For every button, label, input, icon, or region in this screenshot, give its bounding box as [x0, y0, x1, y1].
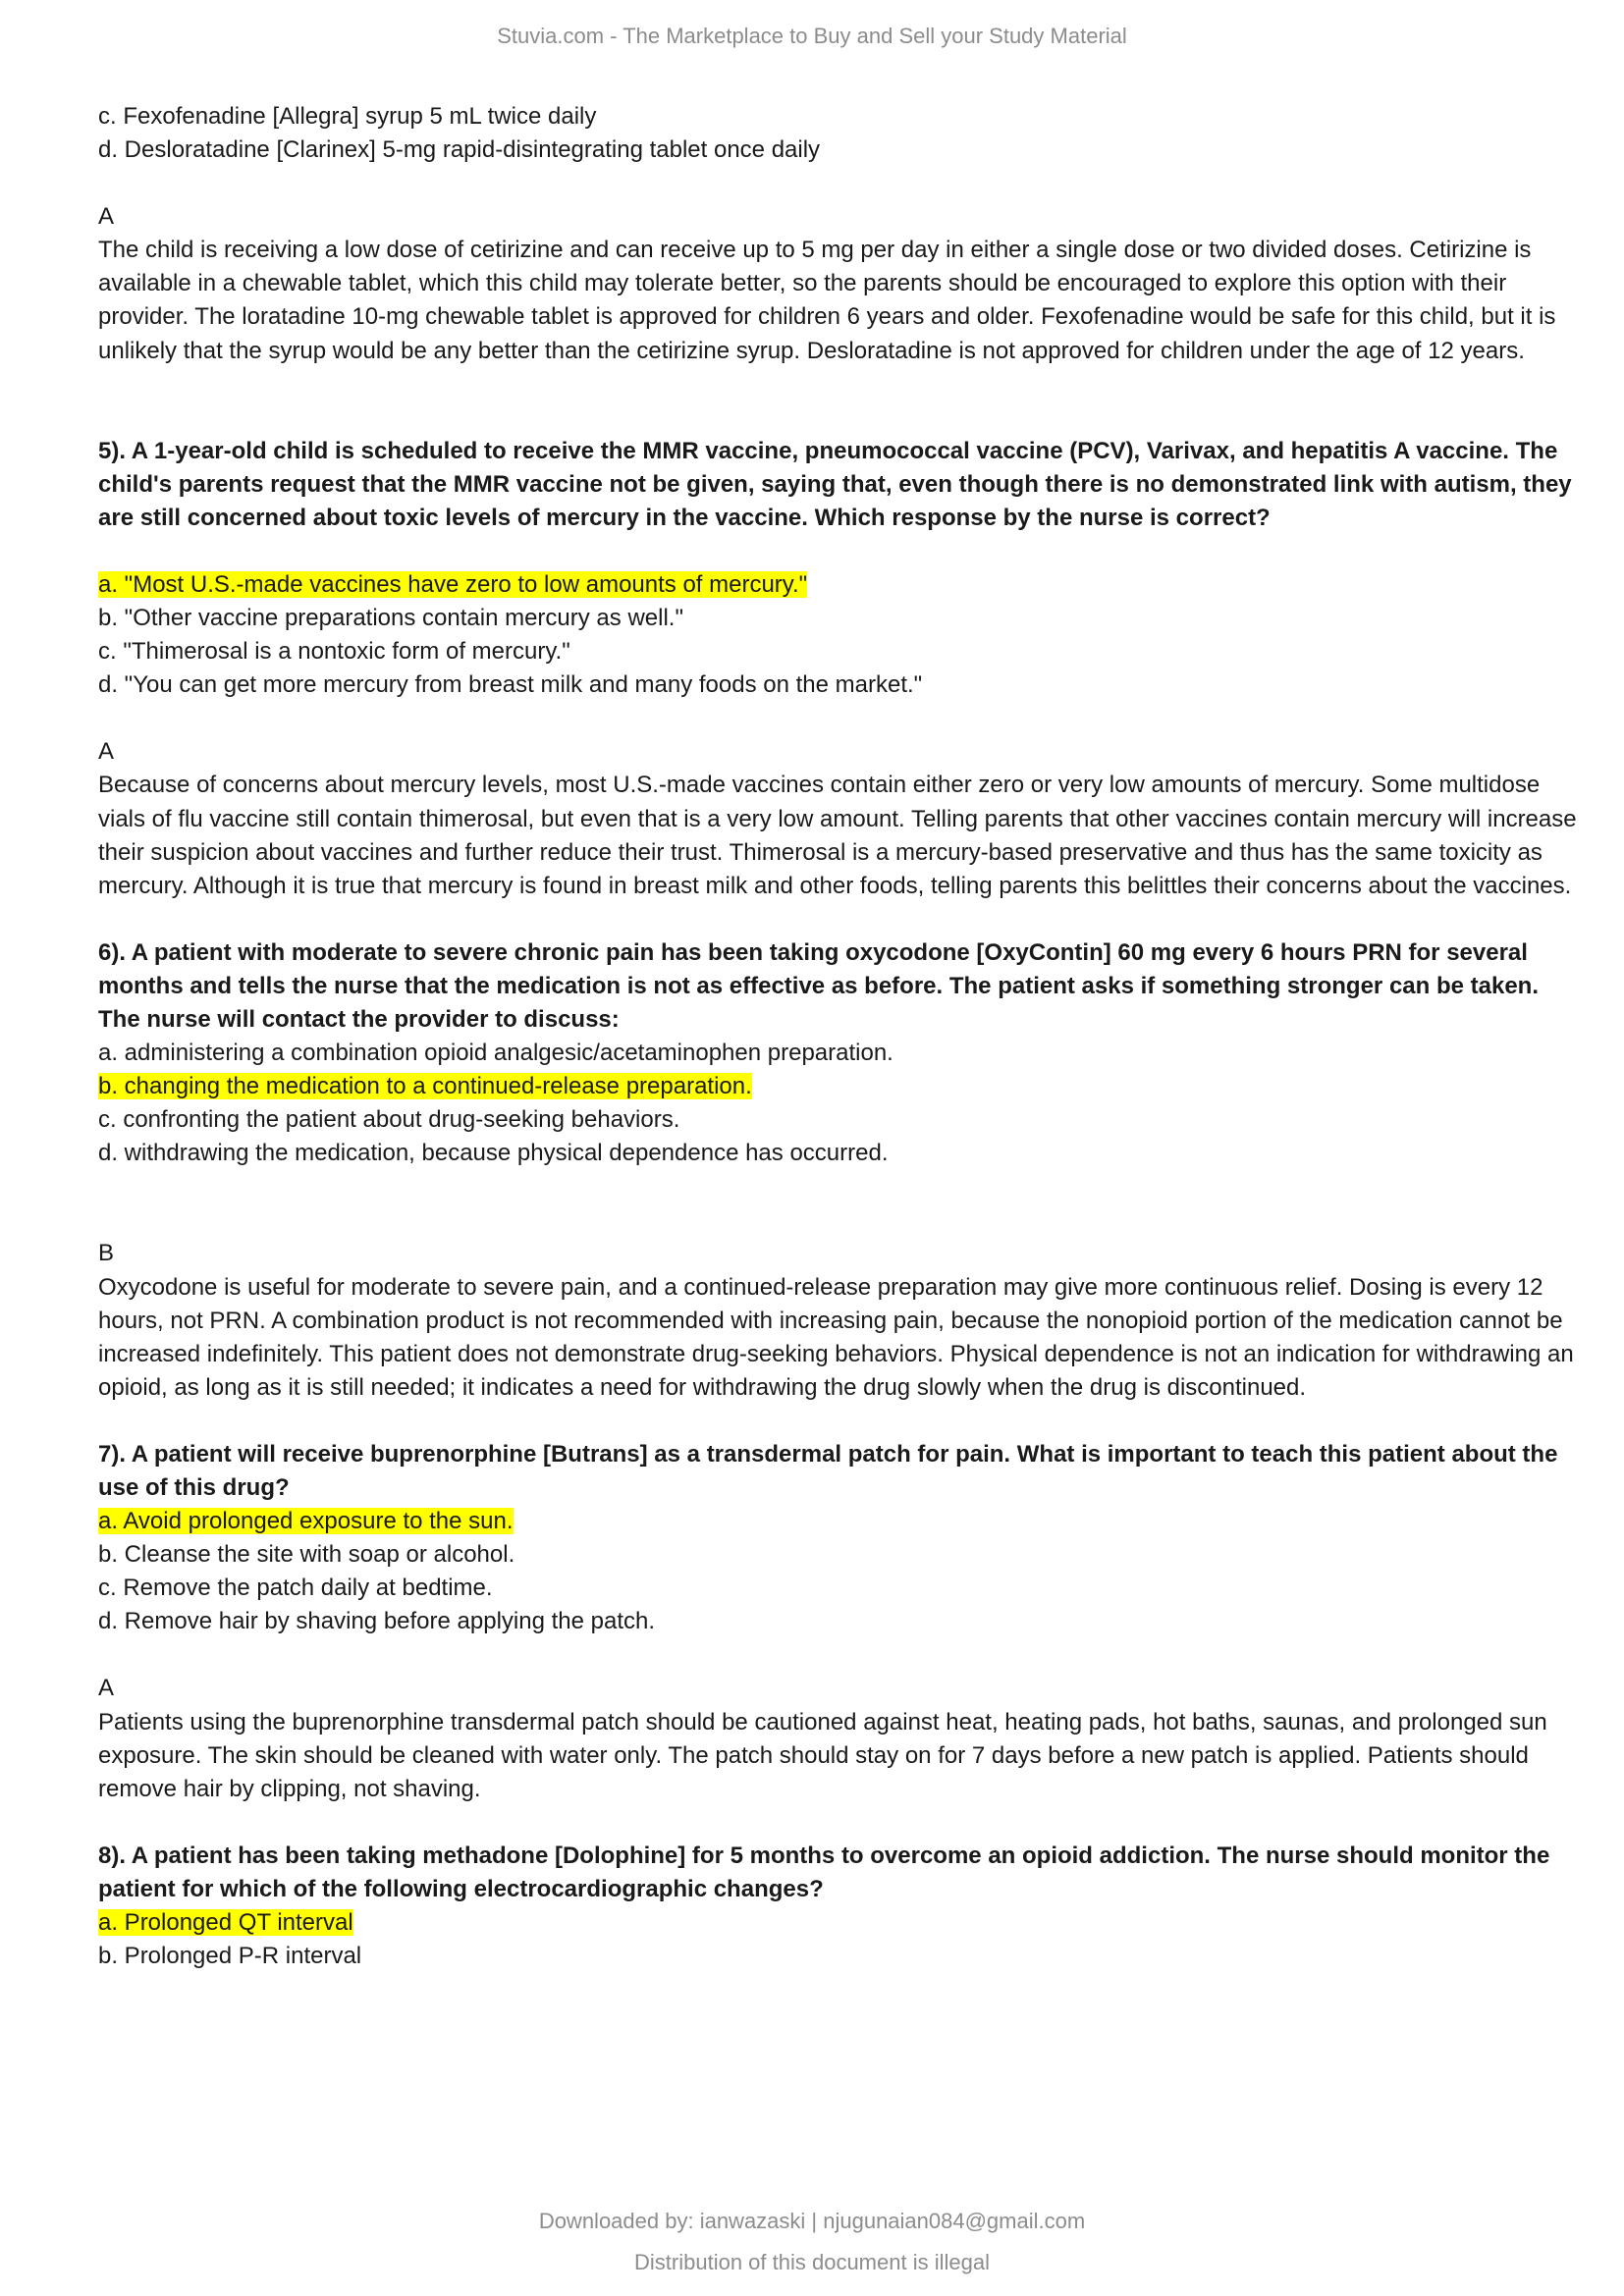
- q6-answer: B: [98, 1240, 115, 1267]
- q5-option-a: [98, 568, 1583, 602]
- footer-downloaded-by: Downloaded by: ianwazaski | njugunaian084@gmail.com: [538, 2209, 1086, 2233]
- q4-rationale: The child is receiving a low dose of cetirizine and can receive up to 5 mg per day in either a single dose or two divided doses. Cetirizine is available in a chewable tablet, which this child may tolerate better, so the parents should be encouraged to explore this option with their provider. The loratadine 10-mg chewable tablet is approved for children 6 years and older. Fexofenadine would be safe for this child, but it is unlikely that the syrup would be any better than the cetirizine syrup. Desloratadine is not approved for children under the age of 12 years.: [98, 237, 1556, 364]
- q7-rationale: Patients using the buprenorphine transdermal patch should be cautioned against heat, heating pads, hot baths, saunas, and prolonged sun exposure. The skin should be cleaned with water only. The patch should stay on for 7 days before a new patch is applied. Patients should remove hair by clipping, not shaving.: [98, 1708, 1547, 1802]
- q6-option-c: c. confronting the patient about drug-seeking behaviors.: [98, 1106, 680, 1134]
- q4-option-c: c. Fexofenadine [Allegra] syrup 5 mL twice daily: [98, 103, 597, 130]
- q6-option-b: [98, 1070, 1583, 1103]
- q7-option-c: c. Remove the patch daily at bedtime.: [98, 1575, 493, 1602]
- q5-question: 5). A 1-year-old child is scheduled to receive the MMR vaccine, pneumococcal vaccine (PCV), Varivax, and hepatitis A vaccine. The child's parents request that the MMR vaccine not be given, saying that, even though there is no demonstrated link with autism, they are still concerned about toxic levels of mercury in the vaccine. Which response by the nurse is correct?: [98, 437, 1572, 531]
- q4-option-d: d. Desloratadine [Clarinex] 5-mg rapid-disintegrating tablet once daily: [98, 136, 821, 164]
- q6-rationale: Oxycodone is useful for moderate to severe pain, and a continued-release preparation may give more continuous relief. Dosing is every 12 hours, not PRN. A combination product is not recommended with increasing pain, because the nonopioid portion of the medication cannot be increased indefinitely. This patient does not demonstrate drug-seeking behaviors. Physical dependence is not an indication for withdrawing an opioid, as long as it is still needed; it indicates a need for withdrawing the drug slowly when the drug is discontinued.: [98, 1273, 1574, 1401]
- document-body: [98, 100, 1583, 1973]
- q6-option-b-highlight: b. changing the medication to a continued-release preparation.: [98, 1073, 752, 1100]
- q7-option-d: d. Remove hair by shaving before applying the patch.: [98, 1608, 656, 1635]
- q7-answer: A: [98, 1675, 115, 1702]
- q5-option-c: c. "Thimerosal is a nontoxic form of mercury.": [98, 638, 570, 666]
- q6-option-d: d. withdrawing the medication, because physical dependence has occurred.: [98, 1140, 889, 1167]
- q7-question: 7). A patient will receive buprenorphine [Butrans] as a transdermal patch for pain. What is important to teach this patient about the use of this drug?: [98, 1440, 1558, 1501]
- q8-question: 8). A patient has been taking methadone [Dolophine] for 5 months to overcome an opioid addiction. The nurse should monitor the patient for which of the following electrocardiographic changes?: [98, 1842, 1550, 1902]
- q8-option-b: b. Prolonged P-R interval: [98, 1943, 362, 1970]
- q5-option-a-highlight: a. "Most U.S.-made vaccines have zero to low amounts of mercury.": [98, 570, 808, 598]
- q6-question: 6). A patient with moderate to severe chronic pain has been taking oxycodone [OxyContin] 60 mg every 6 hours PRN for several months and tells the nurse that the medication is not as effective as before. The patient asks if something stronger can be taken. The nurse will contact the provider to discuss:: [98, 938, 1539, 1033]
- q4-answer: A: [98, 203, 115, 231]
- q5-option-b: b. "Other vaccine preparations contain mercury as well.": [98, 605, 683, 632]
- q8-option-a: [98, 1906, 1583, 1940]
- q7-option-a-highlight: a. Avoid prolonged exposure to the sun.: [98, 1508, 514, 1535]
- q5-answer: A: [98, 738, 115, 766]
- page-header: Stuvia.com - The Marketplace to Buy and Sell your Study Material: [497, 24, 1127, 48]
- q7-option-a: [98, 1505, 1583, 1538]
- q8-option-a-highlight: a. Prolonged QT interval: [98, 1909, 353, 1937]
- q5-rationale: Because of concerns about mercury levels, most U.S.-made vaccines contain either zero or very low amounts of mercury. Some multidose vials of flu vaccine still contain thimerosal, but even that is a very low amount. Telling parents that other vaccines contain mercury will increase their suspicion about vaccines and further reduce their trust. Thimerosal is a mercury-based preservative and thus has the same toxicity as mercury. Although it is true that mercury is found in breast milk and other foods, telling parents this belittles their concerns about the vaccines.: [98, 772, 1577, 899]
- footer-distribution-notice: Distribution of this document is illegal: [634, 2250, 990, 2274]
- q5-option-d: d. "You can get more mercury from breast milk and many foods on the market.": [98, 671, 923, 699]
- q6-option-a: a. administering a combination opioid analgesic/acetaminophen preparation.: [98, 1040, 893, 1067]
- q7-option-b: b. Cleanse the site with soap or alcohol.: [98, 1541, 515, 1569]
